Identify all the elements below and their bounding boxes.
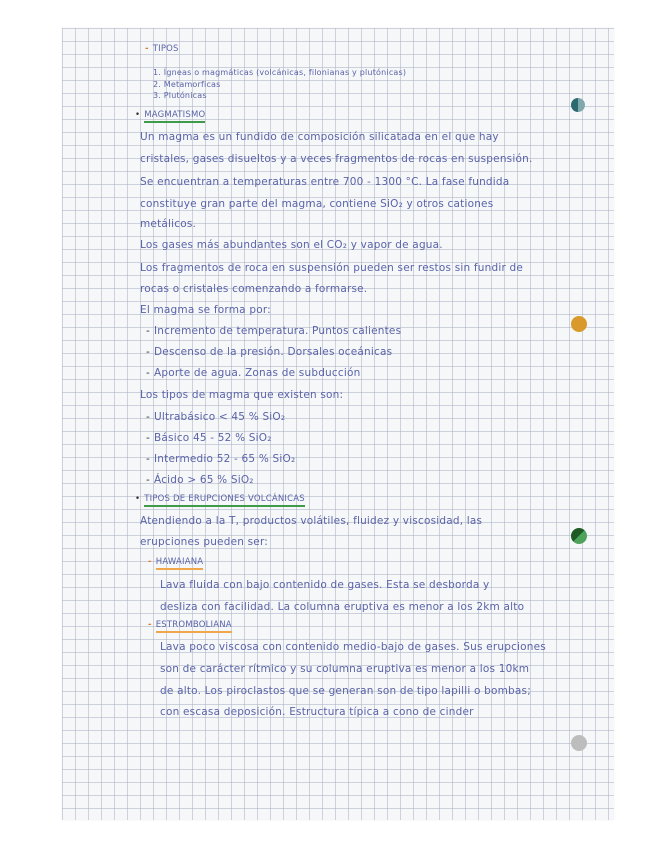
text-line: Un magma es un fundido de composición silicatada en el que hay: [140, 131, 499, 143]
hawaiana-heading: - HAWAIANA: [148, 557, 203, 567]
teal-sticker-icon: [571, 98, 585, 112]
dash-icon: -: [146, 346, 150, 358]
text-line: Se encuentran a temperaturas entre 700 - 1300 °C. La fase fundida: [140, 176, 510, 188]
orange-sticker-icon: [571, 316, 587, 332]
dash-icon: -: [146, 432, 150, 444]
dash-icon: -: [146, 474, 150, 486]
bullet-icon: •: [135, 110, 141, 120]
text-line: rocas o cristales comenzando a formarse.: [140, 283, 368, 295]
dash-icon: -: [146, 411, 150, 423]
text-line: Lava poco viscosa con contenido medio-bajo de gases. Sus erupciones: [160, 641, 546, 653]
text-line: Los fragmentos de roca en suspensión pueden ser restos sin fundir de: [140, 262, 524, 274]
dash-icon: -: [145, 44, 149, 54]
forma-item: - Aporte de agua. Zonas de subducción: [146, 367, 361, 379]
text-line: Atendiendo a la T, productos volátiles, fluidez y viscosidad, las: [140, 515, 483, 527]
magmatismo-heading: • MAGMATISMO: [135, 110, 205, 120]
text-line: desliza con facilidad. La columna eruptiva es menor a los 2km alto: [160, 601, 525, 613]
dash-icon: -: [146, 325, 150, 337]
notebook-page: [62, 28, 614, 820]
forma-item: - Descenso de la presión. Dorsales oceánicas: [146, 346, 393, 358]
tipos-item: 3. Plutónicas: [153, 91, 207, 100]
tipos-item: 2. Metamorficas: [153, 80, 221, 89]
bullet-icon: •: [135, 494, 141, 504]
text-line: de alto. Los piroclastos que se generan son de tipo lapilli o bombas;: [160, 685, 531, 697]
estromboliana-heading: - ESTROMBOLIANA: [148, 620, 232, 630]
erupciones-heading: • TIPOS DE ERUPCIONES VOLCÁNICAS: [135, 494, 305, 504]
tipos-heading: - TIPOS: [145, 44, 179, 54]
text-line: Lava fluida con bajo contenido de gases. Esta se desborda y: [160, 579, 490, 591]
text-line: El magma se forma por:: [140, 304, 271, 316]
text-line: con escasa deposición. Estructura típica a cono de cinder: [160, 706, 474, 718]
text-line: metálicos.: [140, 218, 197, 230]
tipos-item: 1. Ígneas o magmáticas (volcánicas, filonianas y plutónicas): [153, 68, 407, 77]
gray-sticker-icon: [571, 735, 587, 751]
magma-type-item: - Intermedio 52 - 65 % SiO₂: [146, 453, 296, 465]
dash-icon: -: [148, 620, 152, 630]
text-line: constituye gran parte del magma, contiene SiO₂ y otros cationes: [140, 198, 494, 210]
text-line: son de carácter rítmico y su columna eruptiva es menor a los 10km: [160, 663, 530, 675]
dash-icon: -: [146, 453, 150, 465]
dash-icon: -: [148, 557, 152, 567]
magma-type-item: - Ultrabásico < 45 % SiO₂: [146, 411, 286, 423]
magma-type-item: - Básico 45 - 52 % SiO₂: [146, 432, 272, 444]
text-line: cristales, gases disueltos y a veces fragmentos de rocas en suspensión.: [140, 153, 533, 165]
green-sticker-icon: [571, 528, 587, 544]
forma-item: - Incremento de temperatura. Puntos calientes: [146, 325, 402, 337]
magma-type-item: - Ácido > 65 % SiO₂: [146, 474, 254, 486]
text-line: erupciones pueden ser:: [140, 536, 269, 548]
dash-icon: -: [146, 367, 150, 379]
text-line: Los gases más abundantes son el CO₂ y vapor de agua.: [140, 239, 443, 251]
text-line: Los tipos de magma que existen son:: [140, 389, 344, 401]
